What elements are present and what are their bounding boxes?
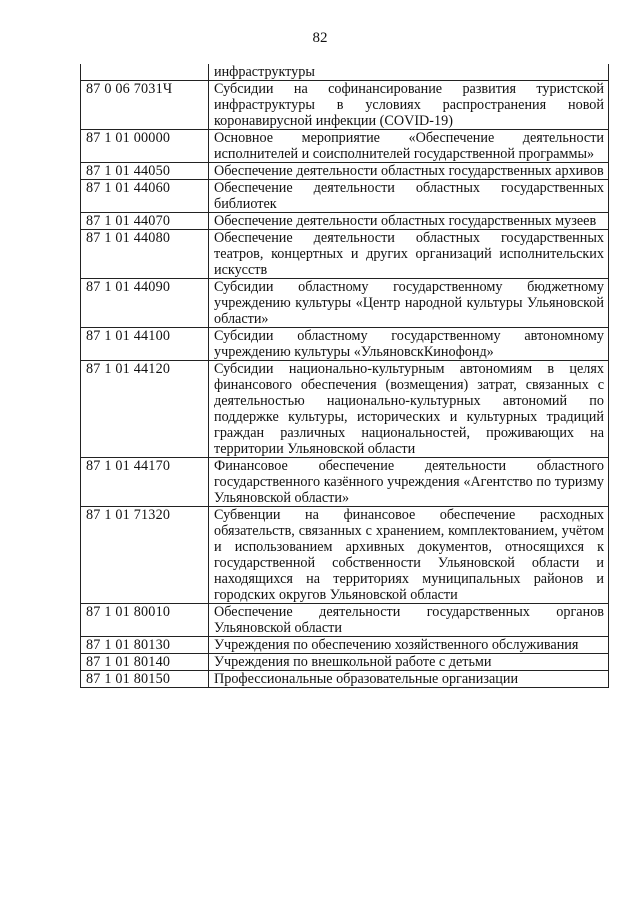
row-code: 87 1 01 80150 [81, 671, 209, 688]
row-code: 87 1 01 44090 [81, 279, 209, 328]
table-row [81, 654, 609, 671]
row-description: Обеспечение деятельности областных государственных музеев [209, 213, 609, 230]
table-row [81, 604, 609, 637]
row-code: 87 1 01 80140 [81, 654, 209, 671]
row-description: Субвенции на финансовое обеспечение расходных обязательств, связанных с хранением, комплектованием, учётом и использованием архивных документов, относящихся к государственной собственности Ульяновской области и находящихся на территориях муниципальных районов и городских округов Ульяновской области [209, 507, 609, 604]
row-code: 87 1 01 44070 [81, 213, 209, 230]
row-description: Профессиональные образовательные организации [209, 671, 609, 688]
row-description: Субсидии областному государственному автономному учреждению культуры «УльяновскКинофонд» [209, 328, 609, 361]
row-description: Обеспечение деятельности областных государственных архивов [209, 163, 609, 180]
budget-classification-table [80, 64, 609, 688]
row-code: 87 1 01 44100 [81, 328, 209, 361]
row-description: инфраструктуры [209, 64, 609, 81]
row-description: Обеспечение деятельности областных государственных театров, концертных и других организаций исполнительских искусств [209, 230, 609, 279]
row-description: Субсидии областному государственному бюджетному учреждению культуры «Центр народной культуры Ульяновской области» [209, 279, 609, 328]
table-row [81, 458, 609, 507]
table-row [81, 163, 609, 180]
row-code: 87 0 06 7031Ч [81, 81, 209, 130]
table-row [81, 671, 609, 688]
table-row [81, 130, 609, 163]
row-description: Обеспечение деятельности государственных органов Ульяновской области [209, 604, 609, 637]
table-row [81, 328, 609, 361]
table-row [81, 361, 609, 458]
row-code [81, 64, 209, 81]
row-description: Финансовое обеспечение деятельности областного государственного казённого учреждения «Агентство по туризму Ульяновской области» [209, 458, 609, 507]
table-row [81, 81, 609, 130]
row-description: Субсидии национально-культурным автономиям в целях финансового обеспечения (возмещения) затрат, связанных с деятельностью национально-культурных автономий по поддержке культуры, исторических и культурных традиций граждан различных национальностей, проживающих на территории Ульяновской области [209, 361, 609, 458]
row-description: Учреждения по обеспечению хозяйственного обслуживания [209, 637, 609, 654]
row-description: Обеспечение деятельности областных государственных библиотек [209, 180, 609, 213]
row-code: 87 1 01 44080 [81, 230, 209, 279]
row-code: 87 1 01 80130 [81, 637, 209, 654]
row-code: 87 1 01 71320 [81, 507, 209, 604]
row-code: 87 1 01 00000 [81, 130, 209, 163]
table-row [81, 279, 609, 328]
table-row [81, 507, 609, 604]
table-row [81, 180, 609, 213]
row-code: 87 1 01 44170 [81, 458, 209, 507]
row-description: Учреждения по внешкольной работе с детьми [209, 654, 609, 671]
row-code: 87 1 01 44120 [81, 361, 209, 458]
row-code: 87 1 01 80010 [81, 604, 209, 637]
row-code: 87 1 01 44050 [81, 163, 209, 180]
table-row [81, 213, 609, 230]
table-row [81, 637, 609, 654]
row-description: Основное мероприятие «Обеспечение деятельности исполнителей и соисполнителей государственной программы» [209, 130, 609, 163]
table-row [81, 64, 609, 81]
row-code: 87 1 01 44060 [81, 180, 209, 213]
table-row [81, 230, 609, 279]
row-description: Субсидии на софинансирование развития туристской инфраструктуры в условиях распространения новой коронавирусной инфекции (COVID-19) [209, 81, 609, 130]
page-number: 82 [312, 30, 328, 46]
